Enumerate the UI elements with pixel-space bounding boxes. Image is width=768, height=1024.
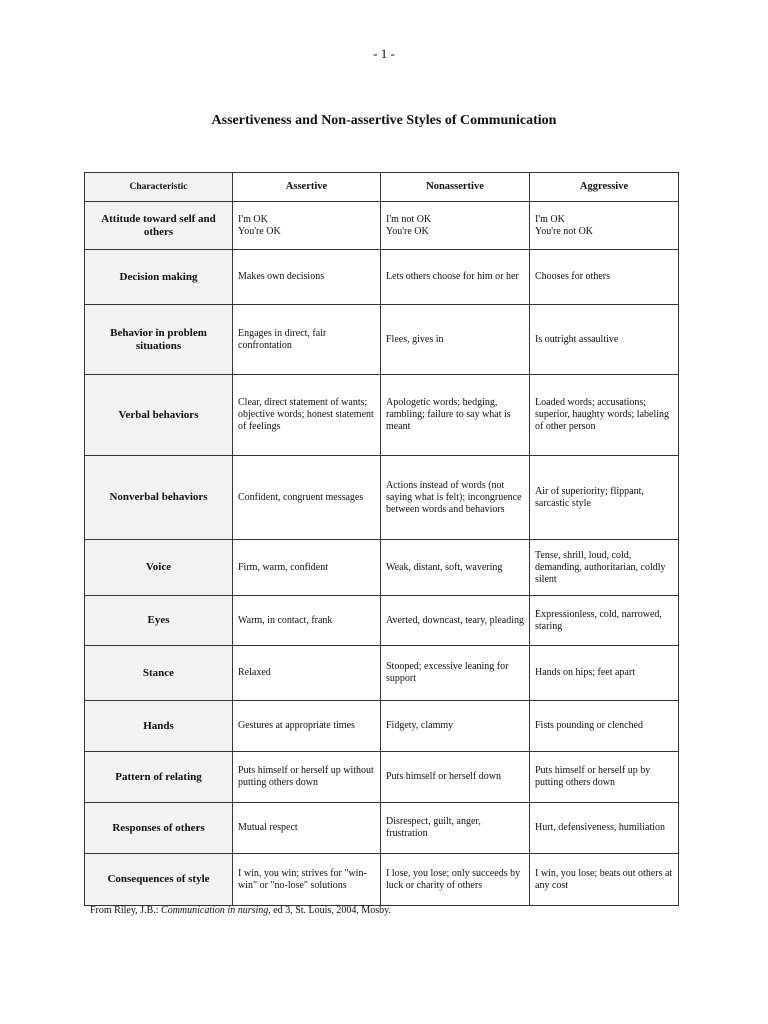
cell-nonassertive: Actions instead of words (not saying what is felt); incongruence between words and behaviors [381,456,530,540]
cell-assertive: Engages in direct, fair confrontation [233,305,381,375]
row-label: Hands [85,701,233,752]
cell-aggressive: Hands on hips; feet apart [530,646,679,701]
cell-aggressive [530,202,679,250]
table-row [85,540,679,596]
row-label: Decision making [85,250,233,305]
cell-assertive: Gestures at appropriate times [233,701,381,752]
table-row [85,596,679,646]
row-label: Verbal behaviors [85,375,233,456]
header-assertive: Assertive [233,173,381,202]
cell-assertive: Confident, congruent messages [233,456,381,540]
cell-assertive: Mutual respect [233,803,381,854]
row-label: Stance [85,646,233,701]
page-number: - 1 - [373,46,395,61]
row-label: Eyes [85,596,233,646]
row-label: Responses of others [85,803,233,854]
table-header-row [85,173,679,202]
table-row [85,375,679,456]
table-row [85,305,679,375]
cell-aggressive: Tense, shrill, loud, cold, demanding, authoritarian, coldly silent [530,540,679,596]
cell-assertive: Warm, in contact, frank [233,596,381,646]
header-nonassertive: Nonassertive [381,173,530,202]
cell-nonassertive: Fidgety, clammy [381,701,530,752]
cell-assertive [233,202,381,250]
table-row [85,646,679,701]
communication-styles-table [84,172,679,906]
table-row [85,854,679,906]
citation-book-title: Communication in nursing [161,905,269,916]
cell-assertive: Puts himself or herself up without putting others down [233,752,381,803]
cell-nonassertive [381,202,530,250]
cell-assertive: Clear, direct statement of wants; objective words; honest statement of feelings [233,375,381,456]
cell-aggressive: Loaded words; accusations; superior, haughty words; labeling of other person [530,375,679,456]
cell-text: I'm OK You're OK [238,213,281,237]
cell-aggressive: Hurt, defensiveness, humiliation [530,803,679,854]
citation-suffix: , ed 3, St. Louis, 2004, Mosby. [268,905,391,916]
cell-aggressive: Puts himself or herself up by putting others down [530,752,679,803]
cell-nonassertive: Flees, gives in [381,305,530,375]
row-label: Attitude toward self and others [85,202,233,250]
source-citation [90,905,391,916]
cell-aggressive: Chooses for others [530,250,679,305]
cell-nonassertive: Apologetic words; hedging, rambling; failure to say what is meant [381,375,530,456]
cell-nonassertive: Disrespect, guilt, anger, frustration [381,803,530,854]
cell-nonassertive: Puts himself or herself down [381,752,530,803]
cell-text: I'm OK You're not OK [535,213,594,237]
table-row [85,803,679,854]
cell-aggressive: Expressionless, cold, narrowed, staring [530,596,679,646]
cell-nonassertive: Stooped; excessive leaning for support [381,646,530,701]
cell-assertive: Relaxed [233,646,381,701]
cell-nonassertive: Weak, distant, soft, wavering [381,540,530,596]
cell-aggressive: Is outright assaultive [530,305,679,375]
cell-nonassertive: Lets others choose for him or her [381,250,530,305]
cell-text: I'm not OK You're OK [386,213,432,237]
table-row [85,250,679,305]
table-row [85,456,679,540]
row-label: Consequences of style [85,854,233,906]
table-row [85,701,679,752]
cell-aggressive: Fists pounding or clenched [530,701,679,752]
row-label: Voice [85,540,233,596]
cell-assertive: I win, you win; strives for "win-win" or "no-lose" solutions [233,854,381,906]
cell-aggressive: I win, you lose; beats out others at any cost [530,854,679,906]
page-title: Assertiveness and Non-assertive Styles of Communication [211,113,557,128]
cell-nonassertive: Averted, downcast, teary, pleading [381,596,530,646]
row-label: Nonverbal behaviors [85,456,233,540]
table-row [85,752,679,803]
header-aggressive: Aggressive [530,173,679,202]
cell-aggressive: Air of superiority; flippant, sarcastic style [530,456,679,540]
row-label: Pattern of relating [85,752,233,803]
row-label: Behavior in problem situations [85,305,233,375]
cell-assertive: Firm, warm, confident [233,540,381,596]
cell-nonassertive: I lose, you lose; only succeeds by luck or charity of others [381,854,530,906]
citation-prefix: From Riley, J.B.: [90,905,162,916]
table-row [85,202,679,250]
header-characteristic: Characteristic [85,173,233,202]
cell-assertive: Makes own decisions [233,250,381,305]
